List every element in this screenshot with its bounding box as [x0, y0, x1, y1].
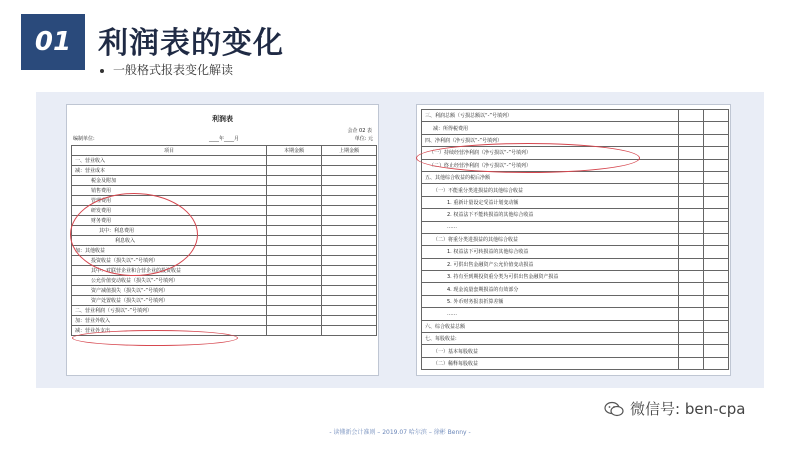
amount-cell — [322, 316, 377, 326]
table-row — [72, 216, 377, 226]
amount-cell — [679, 295, 704, 307]
amount-cell — [267, 276, 322, 286]
amount-cell — [704, 209, 729, 221]
amount-cell — [704, 246, 729, 258]
amount-cell — [267, 316, 322, 326]
table-row — [72, 286, 377, 296]
table-row — [422, 196, 729, 208]
amount-cell — [267, 266, 322, 276]
row-label: 研发费用 — [72, 206, 267, 216]
amount-cell — [679, 196, 704, 208]
row-label: （一）基本每股收益 — [422, 345, 679, 357]
amount-cell — [267, 306, 322, 316]
row-label: 五、其他综合收益的税后净额 — [422, 171, 679, 183]
row-label: （二）稀释每股收益 — [422, 357, 679, 369]
company-label: 编制单位: — [73, 136, 95, 142]
row-label: 税金及附加 — [72, 176, 267, 186]
row-label: （二）将重分类进损益的其他综合收益 — [422, 233, 679, 245]
row-label: 2. 可供出售金融资产公允价值变动损益 — [422, 258, 679, 270]
amount-cell — [267, 206, 322, 216]
amount-cell — [679, 221, 704, 233]
table-row — [422, 147, 729, 159]
row-label: 1. 重新计量设定受益计划变动额 — [422, 196, 679, 208]
amount-cell — [704, 233, 729, 245]
table-row — [422, 246, 729, 258]
amount-cell — [322, 266, 377, 276]
table-row — [72, 296, 377, 306]
amount-cell — [267, 296, 322, 306]
table-row — [72, 176, 377, 186]
amount-cell — [267, 286, 322, 296]
amount-cell — [704, 345, 729, 357]
row-label: 加：其他收益 — [72, 246, 267, 256]
table-row — [72, 226, 377, 236]
row-label: 4. 现金流量套期损益的有效部分 — [422, 283, 679, 295]
amount-cell — [322, 286, 377, 296]
table-row — [422, 134, 729, 146]
table-row — [72, 316, 377, 326]
right-table-body — [422, 110, 729, 370]
row-label: 投资收益（损失以“-”号填列） — [72, 256, 267, 266]
amount-cell — [704, 320, 729, 332]
amount-cell — [704, 171, 729, 183]
table-row — [422, 184, 729, 196]
amount-cell — [267, 156, 322, 166]
table-row — [422, 271, 729, 283]
amount-cell — [322, 246, 377, 256]
form-number: 会企 02 表 — [347, 128, 372, 134]
amount-cell — [679, 147, 704, 159]
right-table — [421, 109, 729, 370]
column-header-previous: 上期金额 — [322, 146, 377, 156]
amount-cell — [322, 176, 377, 186]
table-row — [72, 256, 377, 266]
subtitle-text: 一般格式报表变化解读 — [113, 63, 234, 77]
table-row — [422, 333, 729, 345]
row-label: …… — [422, 221, 679, 233]
amount-cell — [704, 283, 729, 295]
section-number: 01 — [21, 14, 85, 70]
table-header-row — [72, 146, 377, 156]
amount-cell — [704, 110, 729, 122]
amount-cell — [322, 276, 377, 286]
income-statement-sheet-right — [416, 104, 731, 376]
row-label: 四、净利润（净亏损以“-”号填列） — [422, 134, 679, 146]
footer-caption: - 读懂新会计准则 – 2019.07 哈尔滨 – 徐彬 Benny - — [329, 429, 471, 436]
row-label: 销售费用 — [72, 186, 267, 196]
row-label: 2. 权益法下不能转损益的其他综合收益 — [422, 209, 679, 221]
table-row — [422, 283, 729, 295]
amount-cell — [322, 186, 377, 196]
amount-cell — [322, 326, 377, 336]
amount-cell — [704, 221, 729, 233]
row-label: 六、综合收益总额 — [422, 320, 679, 332]
table-row — [422, 258, 729, 270]
amount-cell — [704, 196, 729, 208]
amount-cell — [704, 271, 729, 283]
amount-cell — [704, 333, 729, 345]
amount-cell — [704, 258, 729, 270]
amount-cell — [704, 295, 729, 307]
amount-cell — [267, 256, 322, 266]
table-row — [422, 320, 729, 332]
table-row — [422, 122, 729, 134]
row-label: 一、营业收入 — [72, 156, 267, 166]
row-label: 其中：对联营企业和合营企业的投资收益 — [72, 266, 267, 276]
row-label: （一）持续经营净利润（净亏损以“-”号填列） — [422, 147, 679, 159]
amount-cell — [322, 216, 377, 226]
amount-cell — [679, 171, 704, 183]
amount-cell — [679, 271, 704, 283]
table-row — [72, 196, 377, 206]
amount-cell — [267, 216, 322, 226]
row-label: 管理费用 — [72, 196, 267, 206]
row-label: …… — [422, 308, 679, 320]
amount-cell — [679, 333, 704, 345]
table-row — [72, 276, 377, 286]
column-header-item: 项目 — [72, 146, 267, 156]
amount-cell — [679, 122, 704, 134]
amount-cell — [679, 357, 704, 369]
table-row — [422, 345, 729, 357]
page-subtitle — [100, 61, 233, 78]
row-label: 二、营业利润（亏损以“-”号填列） — [72, 306, 267, 316]
row-label: 其中：利息费用 — [72, 226, 267, 236]
table-row — [72, 326, 377, 336]
table-row — [72, 246, 377, 256]
row-label: （一）不能重分类进损益的其他综合收益 — [422, 184, 679, 196]
amount-cell — [267, 196, 322, 206]
amount-cell — [704, 159, 729, 171]
table-row — [422, 221, 729, 233]
row-label: 减：营业外支出 — [72, 326, 267, 336]
table-row — [72, 156, 377, 166]
table-row — [422, 110, 729, 122]
amount-cell — [267, 246, 322, 256]
row-label: 3. 持有至到期投资重分类为可供出售金融资产损益 — [422, 271, 679, 283]
amount-cell — [679, 308, 704, 320]
row-label: 减：营业成本 — [72, 166, 267, 176]
row-label: 资产减值损失（损失以“-”号填列） — [72, 286, 267, 296]
sheet-title: 利润表 — [212, 115, 233, 123]
amount-cell — [679, 184, 704, 196]
row-label: 减：所得税费用 — [422, 122, 679, 134]
amount-cell — [704, 134, 729, 146]
table-row — [72, 306, 377, 316]
amount-cell — [679, 159, 704, 171]
row-label: 三、利润总额（亏损总额以“-”号填列） — [422, 110, 679, 122]
amount-cell — [322, 306, 377, 316]
amount-cell — [704, 308, 729, 320]
amount-cell — [267, 166, 322, 176]
amount-cell — [679, 134, 704, 146]
amount-cell — [704, 184, 729, 196]
amount-cell — [322, 166, 377, 176]
row-label: 1. 权益法下可转损益的其他综合收益 — [422, 246, 679, 258]
row-label: 财务费用 — [72, 216, 267, 226]
table-row — [422, 357, 729, 369]
left-table — [71, 145, 377, 336]
amount-cell — [679, 320, 704, 332]
amount-cell — [322, 256, 377, 266]
amount-cell — [322, 196, 377, 206]
table-row — [72, 266, 377, 276]
amount-cell — [267, 226, 322, 236]
amount-cell — [679, 283, 704, 295]
amount-cell — [704, 357, 729, 369]
income-statement-sheet-left — [66, 104, 379, 376]
amount-cell — [267, 176, 322, 186]
amount-cell — [322, 296, 377, 306]
row-label: 公允价值变动收益（损失以“-”号填列） — [72, 276, 267, 286]
left-table-body — [72, 156, 377, 336]
table-row — [422, 209, 729, 221]
row-label: 利息收入 — [72, 236, 267, 246]
table-row — [72, 236, 377, 246]
row-label: （二）终止经营净利润（净亏损以“-”号填列） — [422, 159, 679, 171]
bullet-icon — [100, 69, 104, 73]
amount-cell — [704, 122, 729, 134]
row-label: 资产处置收益（损失以“-”号填列） — [72, 296, 267, 306]
table-row — [422, 295, 729, 307]
wechat-id — [604, 398, 745, 419]
amount-cell — [322, 206, 377, 216]
page-title: 利润表的变化 — [98, 26, 284, 61]
row-label: 5. 外币财务报表折算差额 — [422, 295, 679, 307]
row-label: 加：营业外收入 — [72, 316, 267, 326]
amount-cell — [679, 246, 704, 258]
amount-cell — [679, 345, 704, 357]
amount-cell — [322, 226, 377, 236]
unit-label: 单位: 元 — [354, 136, 373, 142]
amount-cell — [679, 233, 704, 245]
table-row — [422, 159, 729, 171]
amount-cell — [267, 186, 322, 196]
table-row — [422, 171, 729, 183]
table-row — [72, 206, 377, 216]
amount-cell — [322, 236, 377, 246]
amount-cell — [322, 156, 377, 166]
amount-cell — [679, 209, 704, 221]
wechat-text: 微信号: ben-cpa — [630, 400, 746, 418]
amount-cell — [679, 258, 704, 270]
table-row — [72, 166, 377, 176]
table-row — [72, 186, 377, 196]
wechat-icon — [604, 401, 624, 417]
row-label: 七、每股收益: — [422, 333, 679, 345]
amount-cell — [267, 326, 322, 336]
table-row — [422, 233, 729, 245]
amount-cell — [267, 236, 322, 246]
amount-cell — [704, 147, 729, 159]
amount-cell — [679, 110, 704, 122]
period-label: ____年____月 — [209, 136, 240, 142]
table-row — [422, 308, 729, 320]
column-header-current: 本期金额 — [267, 146, 322, 156]
